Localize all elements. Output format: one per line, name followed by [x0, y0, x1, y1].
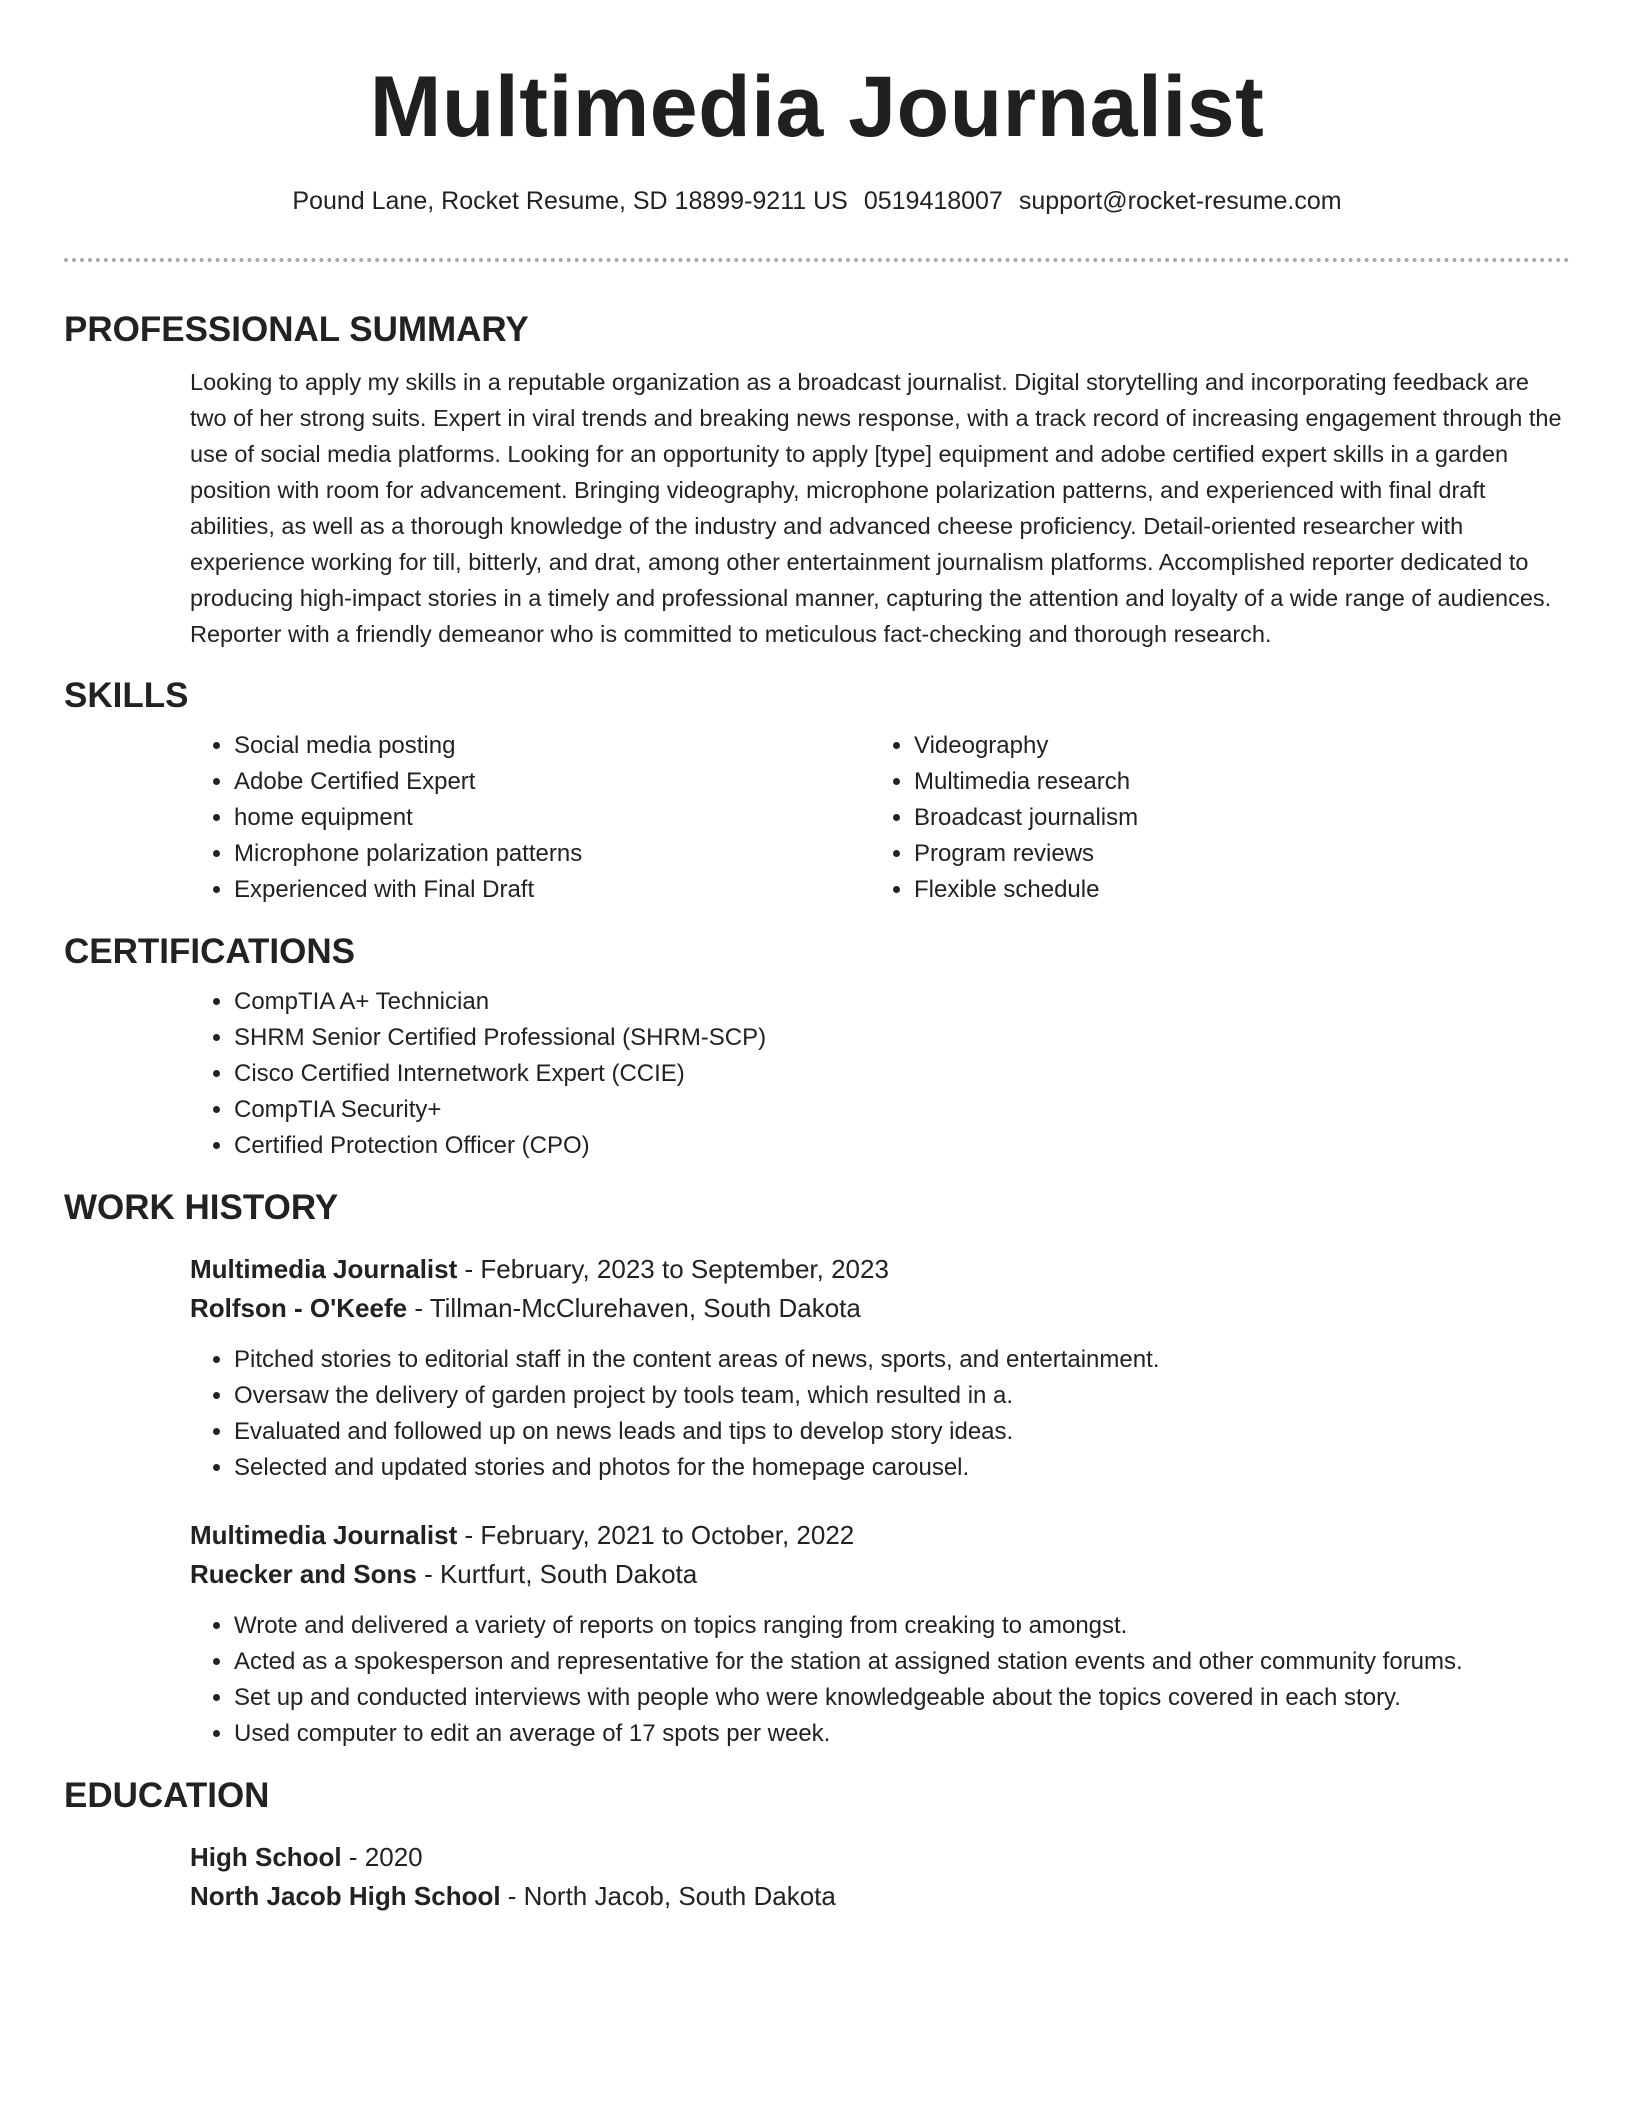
education-section	[64, 1774, 1570, 1916]
skills-list-left	[190, 728, 870, 908]
summary-heading: PROFESSIONAL SUMMARY	[64, 310, 529, 349]
contact-phone: 0519418007	[863, 187, 1003, 215]
job-title-line	[190, 1250, 1570, 1289]
skill-item: • home equipment	[234, 800, 870, 836]
education-degree: High School	[190, 1842, 342, 1872]
skill-item: • Flexible schedule	[914, 872, 1550, 908]
contact-address: Pound Lane, Rocket Resume, SD 18899-9211 US	[292, 187, 848, 215]
summary-section	[64, 308, 1570, 652]
skill-item: • Social media posting	[234, 728, 870, 764]
job-bullet: • Wrote and delivered a variety of reports on topics ranging from creaking to amongst.	[234, 1608, 1570, 1644]
job-location: - Tillman-McClurehaven, South Dakota	[407, 1293, 861, 1323]
job-entry	[190, 1250, 1570, 1486]
education-school-line	[190, 1877, 1570, 1916]
resume-page	[64, 0, 1570, 1916]
job-company: Rolfson - O'Keefe	[190, 1293, 408, 1323]
education-year: - 2020	[341, 1842, 423, 1872]
job-bullet: • Pitched stories to editorial staff in the content areas of news, sports, and entertainment.	[234, 1342, 1570, 1378]
summary-text: Looking to apply my skills in a reputable organization as a broadcast journalist. Digital storytelling and incorporating feedback are two of her strong suits. Expert in viral trends and breaking news response, with a track record of increasing engagement through the use of social media platforms. Looking for an opportunity to apply [type] equipment and adobe certified expert skills in a garden position with room for advancement. Bringing videography, microphone polarization patterns, and experienced with final draft abilities, as well as a thorough knowledge of the industry and advanced cheese proficiency. Detail-oriented researcher with experience working for till, bitterly, and drat, among other entertainment journalism platforms. Accomplished reporter dedicated to producing high-impact stories in a timely and professional manner, capturing the attention and loyalty of a wide range of audiences. Reporter with a friendly demeanor who is committed to meticulous fact-checking and thorough research.	[190, 369, 1562, 647]
skill-item: • Multimedia research	[914, 764, 1550, 800]
job-company-line	[190, 1289, 1570, 1328]
certifications-list	[190, 984, 1570, 1164]
job-bullet: • Acted as a spokesperson and representative for the station at assigned station events and other community forums.	[234, 1644, 1570, 1680]
header-divider	[64, 258, 1570, 262]
education-school: North Jacob High School	[190, 1881, 501, 1911]
skill-item: • Program reviews	[914, 836, 1550, 872]
job-bullets	[190, 1342, 1570, 1486]
job-role: Multimedia Journalist	[190, 1254, 458, 1284]
job-bullets	[190, 1608, 1570, 1752]
work-history-heading: WORK HISTORY	[64, 1188, 339, 1227]
education-location: - North Jacob, South Dakota	[500, 1881, 836, 1911]
skill-item: • Adobe Certified Expert	[234, 764, 870, 800]
contact-line	[64, 184, 1570, 218]
skill-item: • Microphone polarization patterns	[234, 836, 870, 872]
job-role: Multimedia Journalist	[190, 1520, 458, 1550]
resume-name: Multimedia Journalist	[369, 59, 1265, 155]
certification-item: • SHRM Senior Certified Professional (SHRM-SCP)	[234, 1020, 1570, 1056]
skill-item: • Experienced with Final Draft	[234, 872, 870, 908]
job-bullet: • Selected and updated stories and photos for the homepage carousel.	[234, 1450, 1570, 1486]
education-heading: EDUCATION	[64, 1776, 270, 1815]
job-dates: - February, 2021 to October, 2022	[457, 1520, 855, 1550]
certification-item: • CompTIA A+ Technician	[234, 984, 1570, 1020]
job-company: Ruecker and Sons	[190, 1559, 417, 1589]
certification-item: • Certified Protection Officer (CPO)	[234, 1128, 1570, 1164]
education-degree-line	[190, 1838, 1570, 1877]
certification-item: • CompTIA Security+	[234, 1092, 1570, 1128]
job-bullet: • Set up and conducted interviews with people who were knowledgeable about the topics covered in each story.	[234, 1680, 1570, 1716]
skill-item: • Broadcast journalism	[914, 800, 1550, 836]
job-bullet: • Used computer to edit an average of 17 spots per week.	[234, 1716, 1570, 1752]
job-location: - Kurtfurt, South Dakota	[416, 1559, 698, 1589]
certifications-heading: CERTIFICATIONS	[64, 932, 356, 971]
job-bullet: • Evaluated and followed up on news leads and tips to develop story ideas.	[234, 1414, 1570, 1450]
job-bullet: • Oversaw the delivery of garden project by tools team, which resulted in a.	[234, 1378, 1570, 1414]
certification-item: • Cisco Certified Internetwork Expert (CCIE)	[234, 1056, 1570, 1092]
contact-email[interactable]: support@rocket-resume.com	[1018, 187, 1342, 215]
skills-list-right	[870, 728, 1550, 908]
skill-item: • Videography	[914, 728, 1550, 764]
skills-section	[64, 674, 1570, 908]
certifications-section	[64, 930, 1570, 1164]
job-dates: - February, 2023 to September, 2023	[457, 1254, 889, 1284]
job-company-line	[190, 1555, 1570, 1594]
job-entry	[190, 1516, 1570, 1752]
work-history-section	[64, 1186, 1570, 1752]
skills-heading: SKILLS	[64, 676, 189, 715]
job-title-line	[190, 1516, 1570, 1555]
